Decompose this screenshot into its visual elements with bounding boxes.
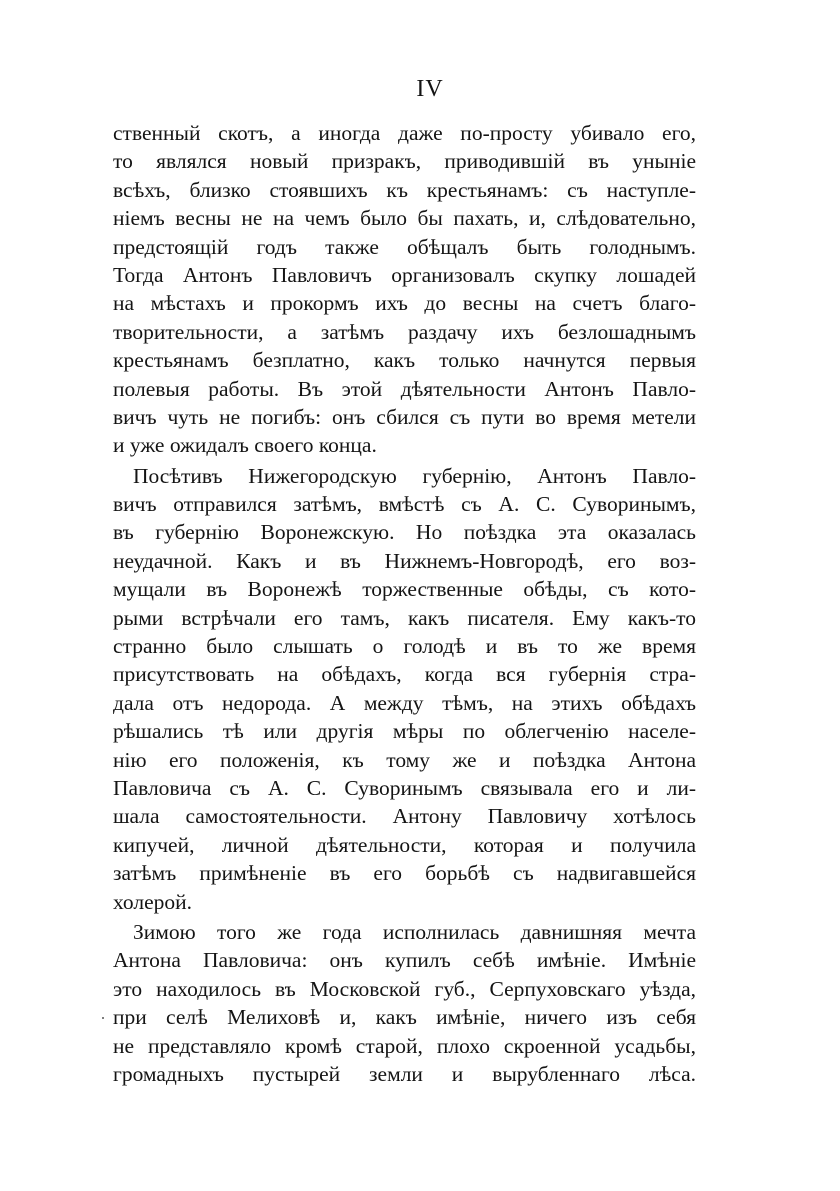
text-line: крестьянамъ безплатно, какъ только начнутся первыя	[113, 348, 696, 373]
print-speck	[102, 1017, 104, 1019]
page-number: IV	[416, 76, 444, 102]
text-line: рѣшались тѣ или другія мѣры по облегченію населе-	[113, 719, 696, 744]
paragraph	[113, 462, 696, 916]
text-line: затѣмъ примѣненіе въ его борьбѣ съ надвигавшейся	[113, 861, 696, 886]
paragraph	[113, 119, 696, 460]
text-line: присутствовать на обѣдахъ, когда вся губернія стра-	[113, 662, 696, 687]
text-line: шала самостоятельности. Антону Павловичу хотѣлось	[113, 804, 696, 829]
text-line: творительности, а затѣмъ раздачу ихъ безлошаднымъ	[113, 319, 696, 344]
text-line: ственный скотъ, а иногда даже по-просту убивало его,	[113, 121, 696, 145]
text-line: нію его положенія, къ тому же и поѣздка Антона	[113, 747, 696, 772]
text-line: вичъ чуть не погибъ: онъ сбился съ пути во время метели	[113, 404, 696, 429]
text-line: полевыя работы. Въ этой дѣятельности Антонъ Павло-	[113, 376, 696, 401]
text-line: Зимою того же года исполнилась давнишняя мечта	[133, 919, 696, 944]
text-line: въ губернію Воронежскую. Но поѣздка эта оказалась	[113, 520, 696, 545]
text-line: Тогда Антонъ Павловичъ организовалъ скупку лошадей	[113, 262, 696, 287]
text-line: Антона Павловича: онъ купилъ себѣ имѣніе. Имѣніе	[113, 948, 696, 973]
text-line: Павловича съ А. С. Суворинымъ связывала его и ли-	[113, 775, 696, 800]
text-line: странно было слышать о голодѣ и въ то же время	[113, 634, 696, 659]
text-line: дала отъ недорода. А между тѣмъ, на этихъ обѣдахъ	[113, 690, 696, 715]
text-line: Посѣтивъ Нижегородскую губернію, Антонъ Павло-	[133, 463, 696, 488]
text-line: и уже ожидалъ своего конца.	[113, 433, 377, 458]
text-line: при селѣ Мелиховѣ и, какъ имѣніе, ничего изъ себя	[113, 1005, 696, 1030]
text-line: рыми встрѣчали его тамъ, какъ писателя. Ему какъ-то	[113, 605, 696, 630]
text-line: предстоящій годъ также обѣщалъ быть голоднымъ.	[113, 234, 696, 259]
text-line: ніемъ весны не на чемъ было бы пахать, и, слѣдовательно,	[113, 206, 696, 231]
text-line: мущали въ Воронежѣ торжественные обѣды, съ кото-	[113, 577, 696, 602]
paragraph	[113, 918, 696, 1088]
text-line: холерой.	[113, 889, 193, 914]
text-line: неудачной. Какъ и въ Нижнемъ-Новгородѣ, его воз-	[113, 548, 696, 573]
body-text	[113, 119, 696, 1088]
text-line: кипучей, личной дѣятельности, которая и получила	[113, 832, 696, 857]
text-line: вичъ отправился затѣмъ, вмѣстѣ съ А. С. Суворинымъ,	[113, 492, 696, 517]
text-line: это находилось въ Московской губ., Серпуховскаго уѣзда,	[113, 976, 696, 1001]
text-line: громадныхъ пустырей земли и вырубленнаго лѣса.	[113, 1061, 696, 1086]
text-line: не представляло кромѣ старой, плохо скроенной усадьбы,	[113, 1033, 696, 1058]
text-line: то являлся новый призракъ, приводившій въ уныніе	[113, 149, 696, 174]
text-line: всѣхъ, близко стоявшихъ къ крестьянамъ: съ наступле-	[113, 177, 696, 202]
text-line: на мѣстахъ и прокормъ ихъ до весны на счетъ благо-	[113, 291, 696, 316]
